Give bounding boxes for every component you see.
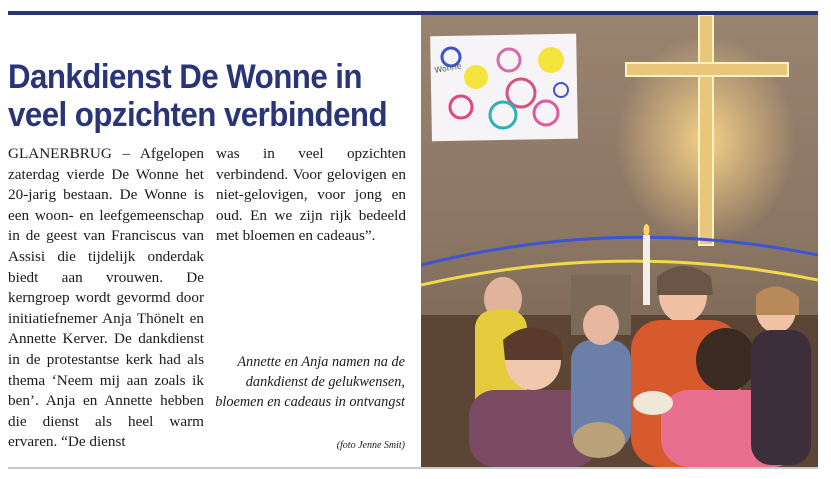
- photo-credit: (foto Jenne Smit): [336, 440, 405, 451]
- headline: Dankdienst De Wonne in veel opzichten verbindend: [8, 58, 388, 134]
- body-column-1: GLANERBRUG – Afgelopen zaterdag vierde De Wonne het 20-jarig bestaan. De Wonne is een woon- en leefgemeenschap in de geest van Franciscus van Assisi die tijdelijk onderdak biedt aan vrouwen. De kerngroep wordt gevormd door initiatiefnemer Anja Thönelt en Annette Kerver. De dankdienst in de protestantse kerk had als thema ‘Neem mij aan zoals ik ben’. Anja en Annette hebben die dienst als heel warm ervaren. “De dienst: [8, 145, 204, 451]
- photo-caption: Annette en Anja namen na de dankdienst de gelukwensen, bloemen en cadeaus in ontvangst: [215, 354, 405, 410]
- article-photo: [421, 15, 818, 467]
- banner-text: Wonne: [433, 61, 463, 75]
- flower-banner: [430, 34, 578, 142]
- bottom-rule: [8, 467, 818, 469]
- body-column-2: was in veel opzichten verbindend. Voor gelovigen en niet-gelovigen, voor jong en oud. En we zijn rijk bedeeld met bloemen en cadeaus”.: [216, 145, 406, 245]
